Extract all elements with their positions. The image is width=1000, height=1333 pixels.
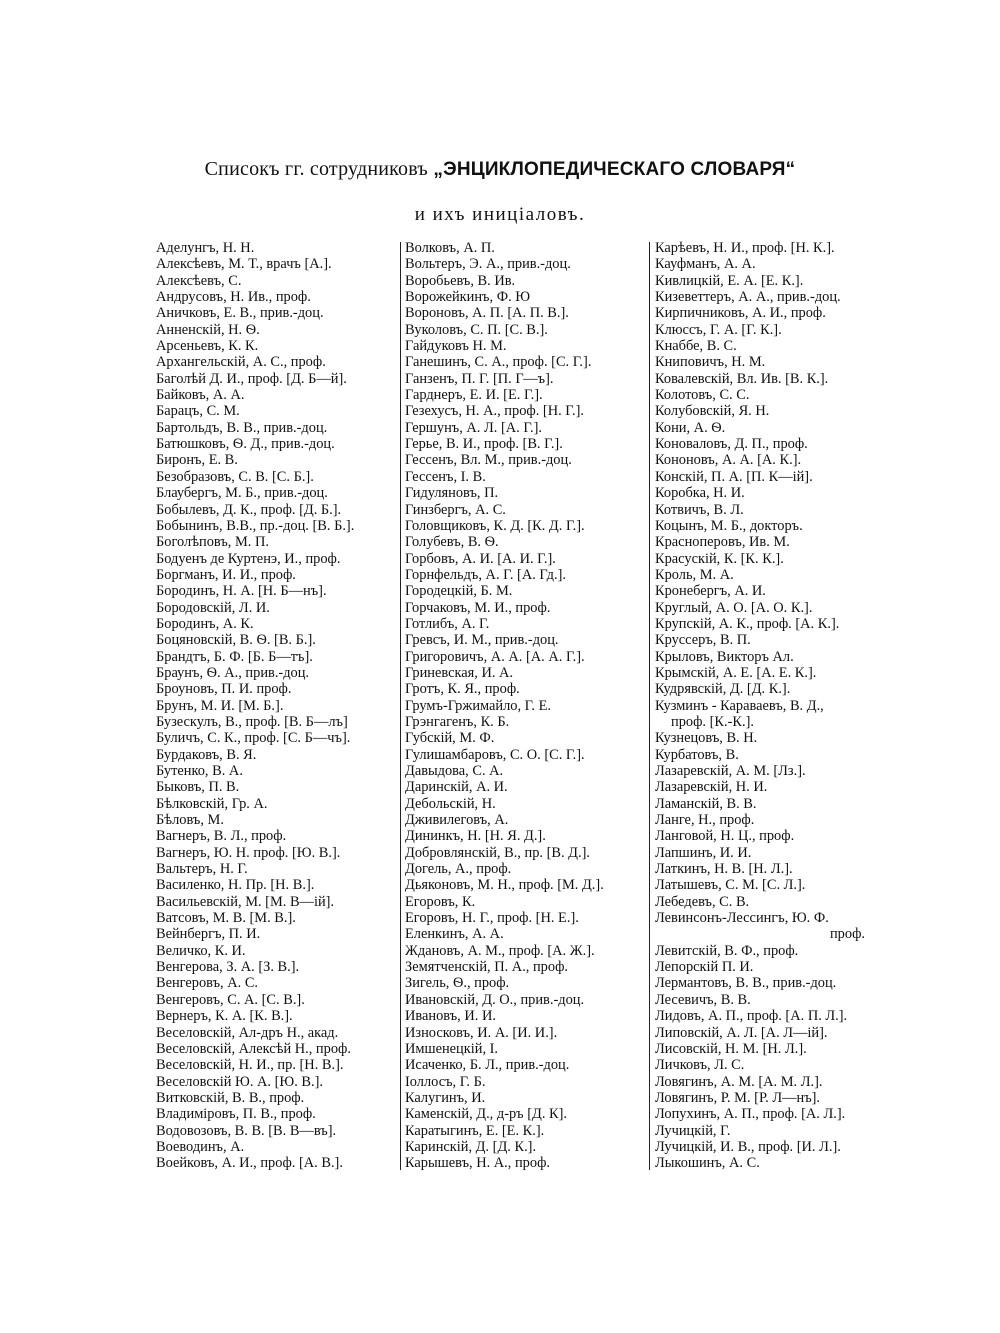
contributor-entry: Баголѣй Д. И., проф. [Д. Б—й]. (156, 370, 347, 387)
contributor-entry: Имшенецкій, I. (405, 1040, 499, 1057)
contributor-entry: Величко, К. И. (156, 942, 246, 959)
contributor-entry: Коцынъ, М. Б., докторъ. (655, 517, 803, 534)
contributor-entry: Левинсонъ-Лессингъ, Ю. Ф. (655, 910, 829, 927)
contributor-entry: Брандтъ, Б. Ф. [Б. Б—тъ]. (156, 648, 313, 665)
contributor-entry: Курбатовъ, В. (655, 746, 739, 763)
contributor-entry: Витковскій, В. В., проф. (156, 1089, 305, 1106)
contributor-entry: Крыловъ, Викторъ Ал. (655, 648, 794, 665)
contributor-entry: Воробьевъ, В. Ив. (405, 272, 516, 289)
contributor-entry: Кузминъ - Караваевъ, В. Д., (655, 697, 824, 714)
contributor-entry: Карышевъ, Н. А., проф. (405, 1155, 550, 1172)
contributor-entry: Лопухинъ, А. П., проф. [А. Л.]. (655, 1106, 846, 1123)
contributor-entry: Лыкошинъ, А. С. (655, 1155, 760, 1172)
contributor-entry: Веселовскій, Ал-дръ Н., акад. (156, 1024, 339, 1041)
contributor-entry: Воейковъ, А. И., проф. [А. В.]. (156, 1155, 343, 1172)
contributor-entry: Дебольскій, Н. (405, 795, 496, 812)
contributor-entry: Лапшинъ, И. И. (655, 844, 752, 861)
contributor-entry: Гершунъ, А. Л. [А. Г.]. (405, 419, 543, 436)
page-subtitle: и ихъ иниціаловъ. (414, 204, 586, 225)
contributor-entry: Кузнецовъ, В. Н. (655, 730, 758, 747)
contributor-entry: Ватсовъ, М. В. [М. В.]. (156, 910, 296, 927)
contributor-entry: Дьяконовъ, М. Н., проф. [М. Д.]. (405, 877, 604, 894)
contributor-entry: Кирпичниковъ, А. И., проф. (655, 305, 826, 322)
contributor-entry: Бобынинъ, В.В., пр.-доц. [В. Б.]. (156, 517, 355, 534)
contributor-entry: Васильевскій, М. [М. В—ій]. (156, 893, 335, 910)
contributor-entry: Броуновъ, П. И. проф. (156, 681, 292, 698)
contributor-entry: Каринскій, Д. [Д. К.]. (405, 1138, 537, 1155)
contributor-entry: Василенко, Н. Пр. [Н. В.]. (156, 877, 315, 894)
contributor-entry: Гарднеръ, Е. И. [Е. Г.]. (405, 387, 543, 404)
contributor-entry: Готлибъ, А. Г. (405, 615, 490, 632)
contributor-entry: Гайдуковъ Н. М. (405, 338, 507, 355)
contributor-entry: Воеводинъ, А. (156, 1138, 245, 1155)
contributor-entry: Вагнеръ, Ю. Н. проф. [Ю. В.]. (156, 844, 341, 861)
contributor-entry: Водовозовъ, В. В. [В. В—въ]. (156, 1122, 337, 1139)
contributor-entry: Котвичъ, В. Л. (655, 501, 744, 518)
contributor-entry: Бобылевъ, Д. К., проф. [Д. Б.]. (156, 501, 342, 518)
contributor-entry: Гинзбергъ, А. С. (405, 501, 506, 518)
contributor-entry: Бутенко, В. А. (156, 763, 243, 779)
contributor-entry: Венгеровъ, А. С. (156, 975, 259, 992)
contributor-entry: Іоллосъ, Г. Б. (405, 1073, 486, 1090)
title-prefix: Списокъ гг. сотрудниковъ (204, 158, 428, 180)
contributor-entry: Дживилеговъ, А. (405, 812, 509, 829)
contributor-entry: Ивановскій, Д. О., прив.-доц. (405, 991, 585, 1008)
contributor-entry: Давыдова, С. А. (405, 763, 504, 779)
contributor-entry: Бѣловъ, М. (156, 812, 224, 829)
contributor-entry: Лазаревскій, А. М. [Лз.]. (655, 763, 806, 779)
contributor-entry: Гезехусъ, Н. А., проф. [Н. Г.]. (405, 403, 584, 420)
contributor-entry: Гриневская, И. А. (405, 664, 514, 681)
column-divider-2 (649, 242, 650, 1170)
contributor-entry: Горбовъ, А. И. [А. И. Г.]. (405, 550, 556, 567)
contributor-entry: Каменскій, Д., д-ръ [Д. К]. (405, 1106, 568, 1123)
contributor-entry: Андрусовъ, Н. Ив., проф. (156, 289, 311, 306)
contributor-entry: Головщиковъ, К. Д. [К. Д. Г.]. (405, 517, 585, 534)
contributor-entry: Левитскій, В. Ф., проф. (655, 942, 799, 959)
contributor-entry: Лесевичъ, В. В. (655, 991, 751, 1008)
contributor-entry: Горнфельдъ, А. Г. [А. Гд.]. (405, 566, 566, 583)
contributor-entry: Лучицкій, И. В., проф. [И. Л.]. (655, 1138, 841, 1155)
contributor-entry: Голубевъ, В. Ѳ. (405, 534, 499, 551)
contributor-entry: Ждановъ, А. М., проф. [А. Ж.]. (405, 942, 595, 959)
contributor-entry: Гессенъ, I. В. (405, 468, 486, 485)
contributor-entry: Ивановъ, И. И. (405, 1008, 496, 1025)
contributor-entry: Барацъ, С. М. (156, 403, 240, 420)
contributor-entry: Аничковъ, Е. В., прив.-доц. (156, 305, 324, 322)
contributor-entry: Безобразовъ, С. В. [С. Б.]. (156, 468, 314, 485)
contributor-entry: Браунъ, Ѳ. А., прив.-доц. (156, 664, 310, 681)
contributor-entry: Круссеръ, В. П. (655, 632, 751, 649)
contributor-entry: Клюссъ, Г. А. [Г. К.]. (655, 321, 782, 338)
contributor-entry: Кизеветтеръ, А. А., прив.-доц. (655, 289, 841, 306)
contributor-entry: Веселовскій Ю. А. [Ю. В.]. (156, 1073, 323, 1090)
contributor-entry: Дининкъ, Н. [Н. Я. Д.]. (405, 828, 546, 845)
contributor-entry: Лазаревскій, Н. И. (655, 779, 768, 796)
contributor-entry: Аделунгъ, Н. Н. (156, 240, 255, 256)
contributor-entry: Боголѣповъ, М. П. (156, 534, 269, 551)
contributor-entry: Ворожейкинъ, Ф. Ю (405, 289, 531, 306)
contributor-entry: Вальтеръ, Н. Г. (156, 861, 248, 878)
contributor-entry: Ловягинъ, А. М. [А. М. Л.]. (655, 1073, 823, 1090)
contributor-entry: Бодуенъ де Куртенэ, И., проф. (156, 550, 341, 567)
contributor-entry: Лисовскій, Н. М. [Н. Л.]. (655, 1040, 807, 1057)
contributor-entry: Красноперовъ, Ив. М. (655, 534, 790, 551)
contributor-entry: Кронебергъ, А. И. (655, 583, 766, 600)
contributor-entry: Липовскій, А. Л. [А. Л—ій]. (655, 1024, 828, 1041)
contributor-entry: Гротъ, К. Я., проф. (405, 681, 520, 698)
contributor-entry: Венгеровъ, С. А. [С. В.]. (156, 991, 305, 1008)
contributor-entry: Волковъ, А. П. (405, 240, 495, 256)
contributor-entry: Исаченко, Б. Л., прив.-доц. (405, 1057, 570, 1074)
contributor-entry: Алексѣевъ, С. (156, 272, 242, 289)
contributor-entry: Лепорскій П. И. (655, 959, 754, 976)
contributor-entry: Красускій, К. [К. К.]. (655, 550, 784, 567)
contributor-entry: Ловягинъ, Р. М. [Р. Л—нъ]. (655, 1089, 821, 1106)
contributor-entry: Кауфманъ, А. А. (655, 256, 756, 273)
contributor-entry: Батюшковъ, Ѳ. Д., прив.-доц. (156, 436, 335, 453)
contributor-entry: Вороновъ, А. П. [А. П. В.]. (405, 305, 569, 322)
contributor-entry: Ганзенъ, П. Г. [П. Г—ъ]. (405, 370, 554, 387)
title-dictionary-name: „ЭНЦИКЛОПЕДИЧЕСКАГО СЛОВАРЯ“ (433, 159, 796, 180)
contributor-entry: Земятченскій, П. А., проф. (405, 959, 568, 976)
contributor-entry: Вольтеръ, Э. А., прив.-доц. (405, 256, 571, 273)
contributor-entry: Крымскій, А. Е. [А. Е. К.]. (655, 664, 817, 681)
contributor-entry: Лермантовъ, В. В., прив.-доц. (655, 975, 837, 992)
contributor-entry: Латышевъ, С. М. [С. Л.]. (655, 877, 806, 894)
contributor-entry: Григоровичъ, А. А. [А. А. Г.]. (405, 648, 585, 665)
contributor-entry: Венгерова, З. А. [З. В.]. (156, 959, 300, 976)
contributor-entry: Кони, А. Ѳ. (655, 419, 726, 436)
contributor-entry: Кононовъ, А. А. [А. К.]. (655, 452, 802, 469)
contributor-entry: Арсеньевъ, К. К. (156, 338, 259, 355)
contributor-entry: Лидовъ, А. П., проф. [А. П. Л.]. (655, 1008, 848, 1025)
contributor-entry: Вуколовъ, С. П. [С. В.]. (405, 321, 548, 338)
contributor-entry: Бородинъ, А. К. (156, 615, 254, 632)
contributor-entry: Архангельскій, А. С., проф. (156, 354, 326, 371)
contributor-entry: Личковъ, Л. С. (655, 1057, 745, 1074)
contributor-entry: Кнаббе, В. С. (655, 338, 737, 355)
contributors-column-2 (405, 240, 604, 1172)
contributor-entry: Ковалевскій, Вл. Ив. [В. К.]. (655, 370, 829, 387)
contributor-entry: Грумъ-Гржимайло, Г. Е. (405, 697, 551, 714)
contributor-entry: Коноваловъ, Д. П., проф. (655, 436, 808, 453)
contributor-entry: Губскій, М. Ф. (405, 730, 495, 747)
contributor-entry: Кроль, М. А. (655, 566, 734, 583)
contributor-entry: Еленкинъ, А. А. (405, 926, 504, 943)
contributor-entry: Гревсъ, И. М., прив.-доц. (405, 632, 559, 649)
contributor-entry: Конскій, П. А. [П. К—ій]. (655, 468, 813, 485)
contributor-entry: Бузескулъ, В., проф. [В. Б—лъ] (156, 713, 348, 730)
contributor-entry: Биронъ, Е. В. (156, 452, 238, 469)
contributor-entry: Гидуляновъ, П. (405, 485, 499, 502)
contributor-entry: Горчаковъ, М. И., проф. (405, 599, 551, 616)
contributor-entry: Колотовъ, С. С. (655, 387, 750, 404)
page-title (0, 158, 1000, 181)
contributor-entry: Вагнеръ, В. Л., проф. (156, 828, 287, 845)
contributor-entry: Бурдаковъ, В. Я. (156, 746, 257, 763)
contributor-entry: Герье, В. И., проф. [В. Г.]. (405, 436, 563, 453)
contributor-entry: Кудрявскій, Д. [Д. К.]. (655, 681, 791, 698)
contributor-entry: Бородовскій, Л. И. (156, 599, 270, 616)
contributor-entry: Буличъ, С. К., проф. [С. Б—чъ]. (156, 730, 351, 747)
contributor-entry: Догель, А., проф. (405, 861, 512, 878)
contributor-entry: Веселовскій, Алексѣй Н., проф. (156, 1040, 351, 1057)
contributor-entry: Байковъ, А. А. (156, 387, 245, 404)
contributor-entry: Алексѣевъ, М. Т., врачъ [А.]. (156, 256, 332, 273)
contributor-entry: Ланговой, Н. Ц., проф. (655, 828, 795, 845)
contributor-entry: Коробка, Н. И. (655, 485, 745, 502)
contributor-entry: Грэнгагенъ, К. Б. (405, 713, 510, 730)
contributor-entry: Калугинъ, И. (405, 1089, 486, 1106)
contributor-entry: Боргманъ, И. И., проф. (156, 566, 296, 583)
column-divider-1 (400, 242, 401, 1170)
contributor-entry: Латкинъ, Н. В. [Н. Л.]. (655, 861, 793, 878)
contributors-column-3 (655, 240, 865, 1172)
contributor-entry: Вейнбергъ, П. И. (156, 926, 261, 943)
contributor-entry: Быковъ, П. В. (156, 779, 240, 796)
contributor-entry: Лебедевъ, С. В. (655, 893, 750, 910)
contributor-entry: Ламанскій, В. В. (655, 795, 757, 812)
contributor-entry: Зигель, Ѳ., проф. (405, 975, 510, 992)
contributor-entry: Добровлянскій, В., пр. [В. Д.]. (405, 844, 590, 861)
contributor-entry: Гулишамбаровъ, С. О. [С. Г.]. (405, 746, 585, 763)
contributor-entry: Анненскій, Н. Ѳ. (156, 321, 260, 338)
contributor-entry: Крупскій, А. К., проф. [А. К.]. (655, 615, 840, 632)
contributor-entry: Колубовскій, Я. Н. (655, 403, 770, 420)
contributor-entry: Блаубергъ, М. Б., прив.-доц. (156, 485, 328, 502)
contributor-entry: Ланге, Н., проф. (655, 812, 755, 829)
contributor-entry: Вернеръ, К. А. [К. В.]. (156, 1008, 293, 1025)
contributor-entry: Бѣлковскій, Гр. А. (156, 795, 268, 812)
contributor-entry: Лучицкій, Г. (655, 1122, 731, 1139)
contributor-entry: Даринскій, А. И. (405, 779, 508, 796)
contributor-entry: Егоровъ, Н. Г., проф. [Н. Е.]. (405, 910, 579, 927)
contributor-entry: Гессенъ, Вл. М., прив.-доц. (405, 452, 572, 469)
contributor-entry: Веселовскій, Н. И., пр. [Н. В.]. (156, 1057, 344, 1074)
contributor-entry: Круглый, А. О. [А. О. К.]. (655, 599, 813, 616)
contributor-entry: Бородинъ, Н. А. [Н. Б—нъ]. (156, 583, 327, 600)
contributor-entry: Городецкій, Б. М. (405, 583, 513, 600)
contributor-entry: проф. (829, 926, 865, 943)
contributor-entry: проф. [К.-К.]. (671, 713, 754, 730)
contributor-entry: Бартольдъ, В. В., прив.-доц. (156, 419, 328, 436)
contributor-entry: Карѣевъ, Н. И., проф. [Н. К.]. (655, 240, 835, 256)
contributor-entry: Износковъ, И. А. [И. И.]. (405, 1024, 558, 1041)
contributors-column-1 (156, 240, 354, 1172)
contributor-entry: Егоровъ, К. (405, 893, 476, 910)
contributor-entry: Ганешинъ, С. А., проф. [С. Г.]. (405, 354, 592, 371)
contributor-entry: Книповичъ, Н. М. (655, 354, 766, 371)
contributor-entry: Боцяновскій, В. Ѳ. [В. Б.]. (156, 632, 316, 649)
contributor-entry: Брунъ, М. И. [М. Б.]. (156, 697, 284, 714)
contributor-entry: Каратыгинъ, Е. [Е. К.]. (405, 1122, 545, 1139)
contributor-entry: Кивлицкій, Е. А. [Е. К.]. (655, 272, 804, 289)
contributor-entry: Владиміровъ, П. В., проф. (156, 1106, 316, 1123)
